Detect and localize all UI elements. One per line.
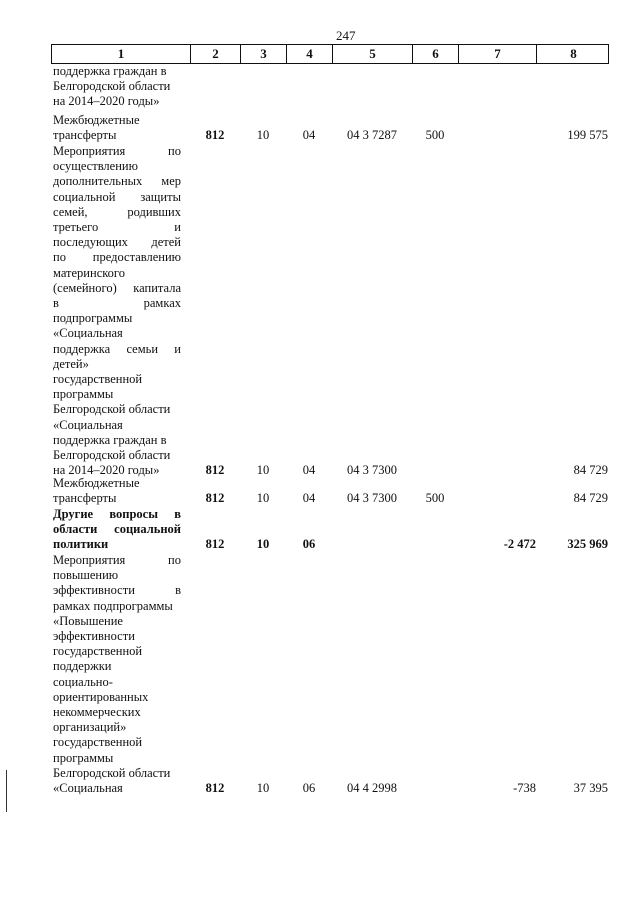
header-col-4: 4: [286, 45, 332, 63]
cell-c3-measures-maternity: 10: [256, 463, 270, 478]
description-line: Мероприятия по: [53, 553, 181, 567]
description-line: последующих детей: [53, 235, 181, 250]
cell-c3-transfers1: 10: [256, 128, 270, 143]
scan-margin-mark: [6, 770, 7, 812]
cell-c5-transfers2: 04 3 7300: [347, 491, 397, 506]
description-line: поддержка граждан в: [53, 64, 167, 78]
header-col-7: 7: [458, 45, 536, 63]
description-line: в рамках: [53, 296, 181, 311]
description-line: Белгородской области: [53, 765, 171, 780]
description-line: области социальной: [53, 522, 181, 537]
cell-c4-measures-efficiency: 06: [302, 781, 316, 795]
cell-c2-transfers1: 812: [205, 128, 225, 143]
cell-c5-transfers1: 04 3 7287: [347, 128, 397, 143]
description-line: детей»: [53, 356, 89, 371]
description-line: «Социальная: [53, 781, 123, 796]
row-description-transfers1: [53, 113, 181, 143]
description-line: Белгородской области: [53, 402, 171, 417]
description-line: рамках подпрограммы: [53, 598, 173, 613]
description-line: политики: [53, 537, 109, 552]
cell-c6-transfers1: 500: [425, 128, 445, 143]
description-line: Белгородской области: [53, 448, 171, 463]
cell-c4-other-social: 06: [302, 537, 316, 552]
cell-c6-transfers2: 500: [425, 491, 445, 506]
description-line: эффективности: [53, 629, 135, 644]
cell-c2-other-social: 812: [205, 537, 225, 552]
row-description-other-social: [53, 507, 181, 553]
cell-c2-measures-maternity: 812: [205, 463, 225, 478]
cell-c5-measures-efficiency: 04 4 2998: [347, 781, 397, 795]
header-col-1: 1: [117, 46, 125, 61]
description-line: Белгородской области: [53, 79, 171, 94]
description-line: Другие вопросы в: [53, 507, 181, 521]
cell-c3-measures-efficiency: 10: [256, 781, 270, 795]
description-line: государственной: [53, 372, 143, 387]
header-col-5: 5: [332, 45, 412, 63]
cell-c8-other-social: 325 969: [567, 537, 608, 552]
description-line: программы: [53, 750, 114, 765]
description-line: семей, родивших: [53, 204, 181, 219]
header-col-2: 2: [190, 45, 240, 63]
description-line: дополнительных мер: [53, 174, 181, 189]
cell-c7-other-social: -2 472: [503, 537, 536, 552]
header-col-6: 6: [412, 45, 458, 63]
cell-c4-transfers1: 04: [302, 128, 316, 143]
description-line: поддержки: [53, 659, 112, 674]
header-col-8: 8: [536, 45, 610, 63]
description-line: трансферты: [53, 128, 117, 143]
description-line: социальной защиты: [53, 189, 181, 204]
description-line: эффективности в: [53, 583, 181, 598]
description-line: трансферты: [53, 491, 117, 506]
description-line: поддержка граждан в: [53, 432, 167, 447]
description-line: «Повышение: [53, 613, 123, 628]
description-line: поддержка семьи и: [53, 341, 181, 356]
cell-c4-measures-maternity: 04: [302, 463, 316, 478]
description-line: государственной: [53, 735, 143, 750]
table-header: [51, 44, 609, 64]
cell-c4-transfers2: 04: [302, 491, 316, 506]
row-description-transfers2: [53, 476, 181, 506]
cell-c8-transfers1: 199 575: [567, 128, 608, 143]
description-line: программы: [53, 387, 114, 402]
cell-c5-measures-maternity: 04 3 7300: [347, 463, 397, 478]
row-description-cont: [53, 64, 181, 110]
description-line: третьего и: [53, 220, 181, 235]
description-line: некоммерческих: [53, 705, 141, 720]
description-line: подпрограммы: [53, 311, 133, 326]
cell-c8-measures-efficiency: 37 395: [573, 781, 608, 795]
description-line: Мероприятия по: [53, 144, 181, 158]
description-line: на 2014–2020 годы»: [53, 94, 160, 109]
description-line: по предоставлению: [53, 250, 181, 265]
page-number: 247: [336, 28, 356, 43]
cell-c3-other-social: 10: [256, 537, 270, 552]
header-col-3: 3: [240, 45, 286, 63]
description-line: Межбюджетные: [53, 476, 140, 490]
description-line: социально-: [53, 674, 113, 689]
description-line: (семейного) капитала: [53, 280, 181, 295]
cell-c2-measures-efficiency: 812: [205, 781, 225, 795]
description-line: организаций»: [53, 720, 127, 735]
description-line: на 2014–2020 годы»: [53, 463, 160, 478]
description-line: государственной: [53, 644, 143, 659]
description-line: ориентированных: [53, 689, 149, 704]
cell-c8-measures-maternity: 84 729: [573, 463, 608, 478]
description-line: повышению: [53, 568, 119, 583]
row-description-measures-maternity: [53, 144, 181, 478]
cell-c7-measures-efficiency: -738: [513, 781, 536, 795]
description-line: «Социальная: [53, 326, 123, 341]
cell-c8-transfers2: 84 729: [573, 491, 608, 506]
description-line: осуществлению: [53, 159, 138, 174]
cell-c2-transfers2: 812: [205, 491, 225, 506]
description-line: материнского: [53, 265, 125, 280]
description-line: Межбюджетные: [53, 113, 140, 127]
cell-c3-transfers2: 10: [256, 491, 270, 506]
row-description-measures-efficiency: [53, 553, 181, 796]
description-line: «Социальная: [53, 417, 123, 432]
